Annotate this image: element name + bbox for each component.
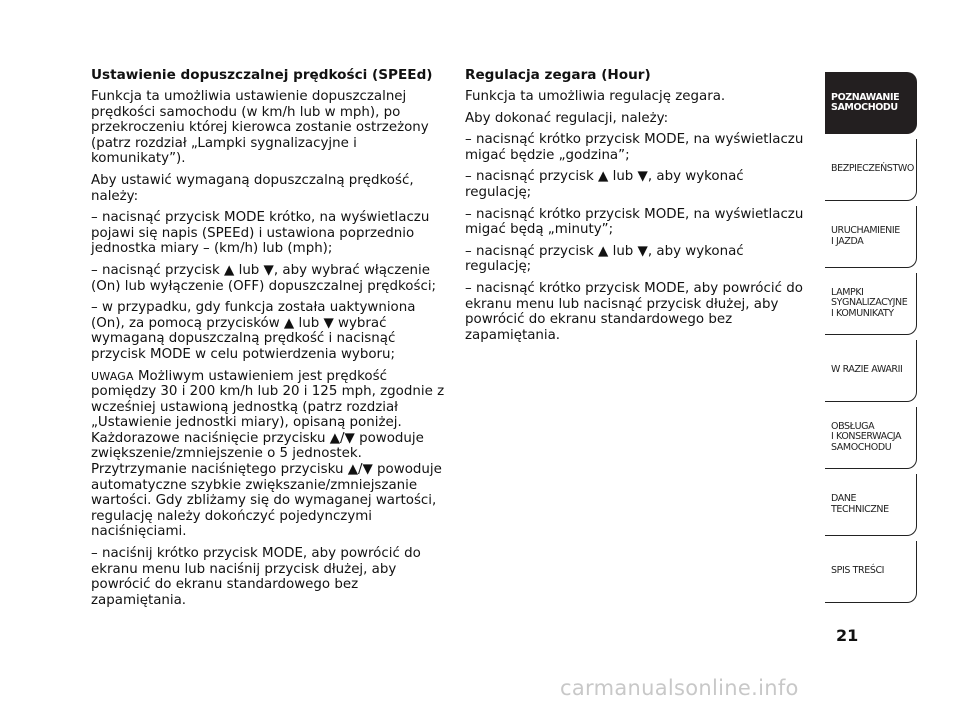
paragraph: Aby dokonać regulacji, należy: (465, 110, 669, 126)
watermark: carmanualsonline.info (560, 676, 799, 700)
paragraph: – nacisnąć krótko przycisk MODE, aby powrócić do ekranu menu lub nacisnąć przycisk dłużej, aby powrócić do ekranu standardowego bez zapamiętania. (465, 280, 803, 343)
tab-poznawanie-samochodu[interactable]: POZNAWANIE SAMOCHODU (825, 72, 917, 134)
paragraph: – naciśnij krótko przycisk MODE, aby powrócić do ekranu menu lub naciśnij przycisk dłużej, aby powrócić do ekranu standardowego bez zapamiętania. (91, 546, 421, 608)
clock-heading: Regulacja zegara (Hour) (465, 67, 651, 83)
paragraph: – w przypadku, gdy funkcja została uaktywniona (On), za pomocą przycisków ▲ lub ▼ wybrać wymaganą dopuszczalną prędkość i nacisnąć przycisk MODE w celu potwierdzenia wyboru; (91, 300, 416, 362)
tab-dane-techniczne[interactable]: DANE TECHNICZNE (825, 474, 917, 536)
tab-bezpieczenstwo[interactable]: BEZPIECZEŃSTWO (825, 139, 917, 201)
right-column (465, 67, 810, 349)
paragraph: Funkcja ta umożliwia regulację zegara. (465, 89, 726, 104)
paragraph: – nacisnąć przycisk MODE krótko, na wyświetlaczu pojawi się napis (SPEEd) i ustawiona poprzednio jednostka miary – (km/h) lub (mph); (91, 210, 430, 257)
note-label: UWAGA (91, 369, 134, 383)
note-paragraph (91, 369, 447, 541)
paragraph: – nacisnąć przycisk ▲ lub ▼, aby wybrać włączenie (On) lub wyłączenie (OFF) dopuszczalnej prędkości; (91, 262, 437, 294)
chapter-sidebar (825, 72, 917, 608)
page-number: 21 (836, 626, 859, 645)
tab-uruchamienie-i-jazda[interactable]: URUCHAMIENIE I JAZDA (825, 206, 917, 268)
paragraph: – nacisnąć przycisk ▲ lub ▼, aby wykonać regulację; (465, 169, 744, 200)
paragraph: – nacisnąć krótko przycisk MODE, na wyświetlaczu migać będą „minuty”; (465, 206, 804, 238)
paragraph: Aby ustawić wymaganą dopuszczalną prędkość, należy: (91, 172, 414, 204)
paragraph: Funkcja ta umożliwia ustawienie dopuszczalnej prędkości samochodu (w km/h lub w mph), po przekroczeniu której kierowca zostanie ostrzeżony (patrz rozdział „Lampki sygnalizacyjne i komunikaty”). (91, 89, 429, 167)
speed-limit-heading: Ustawienie dopuszczalnej prędkości (SPEEd) (91, 67, 433, 83)
tab-spis-tresci[interactable]: SPIS TREŚCI (825, 541, 917, 603)
paragraph: – nacisnąć przycisk ▲ lub ▼, aby wykonać regulację; (465, 243, 744, 275)
paragraph: – nacisnąć krótko przycisk MODE, na wyświetlaczu migać będzie „godzina”; (465, 132, 804, 163)
tab-lampki-sygnalizacyjne[interactable]: LAMPKI SYGNALIZACYJNE I KOMUNIKATY (825, 273, 917, 335)
left-column (91, 67, 447, 614)
tab-obsluga-i-konserwacja[interactable]: OBSŁUGA I KONSERWACJA SAMOCHODU (825, 407, 917, 469)
tab-w-razie-awarii[interactable]: W RAZIE AWARII (825, 340, 917, 402)
note-text: Możliwym ustawieniem jest prędkość pomiędzy 30 i 200 km/h lub 20 i 125 mph, zgodnie z wcześniej ustawioną jednostką (patrz rozdział „Ustawienie jednostki miary), opisaną poniżej. Każdorazowe naciśnięcie przycisku ▲/▼ powoduje zwiększenie/zmniejszenie o 5 jednostek. Przytrzymanie naciśniętego przycisku ▲/▼ powoduje automatyczne szybkie zwiększanie/zmniejszanie wartości. Gdy zbliżamy się do wymaganej wartości, regulację należy dokończyć pojedynczymi naciśnięciami. (91, 368, 445, 540)
